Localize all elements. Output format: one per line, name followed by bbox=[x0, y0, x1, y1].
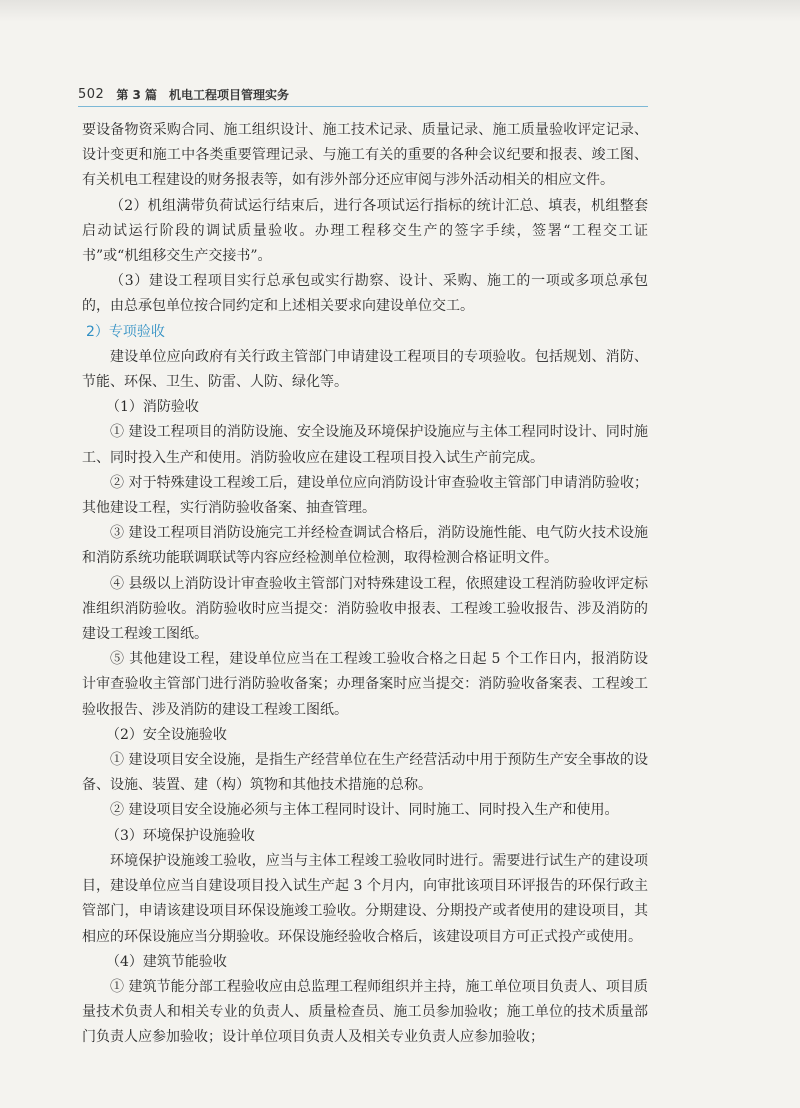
subsection-heading: （1）消防验收 bbox=[106, 399, 199, 416]
paragraph: 建设单位应向政府有关行政主管部门申请建设工程项目的专项验收。包括规划、消防、节能、环保、卫生、防雷、人防、绿化等。 bbox=[82, 348, 648, 391]
scan-edge bbox=[0, 0, 800, 22]
subsection-heading: （2）安全设施验收 bbox=[106, 726, 227, 743]
paragraph: ④ 县级以上消防设计审查验收主管部门对特殊建设工程，依照建设工程消防验收评定标准组织消防验收。消防验收时应当提交：消防验收申报表、工程竣工验收报告、涉及消防的建设工程竣工图纸。 bbox=[82, 575, 648, 643]
chapter-title: 机电工程项目管理实务 bbox=[169, 87, 290, 102]
paragraph: ① 建设项目安全设施，是指生产经营单位在生产经营活动中用于预防生产安全事故的设备、设施、装置、建（构）筑物和其他技术措施的总称。 bbox=[82, 752, 648, 794]
subsection-heading: （3）环境保护设施验收 bbox=[106, 827, 255, 844]
paragraph: ② 对于特殊建设工程竣工后，建设单位应向消防设计审查验收主管部门申请消防验收；其他建设工程，实行消防验收备案、抽查管理。 bbox=[82, 474, 648, 517]
paragraph: ① 建筑节能分部工程验收应由总监理工程师组织并主持，施工单位项目负责人、项目质量技术负责人和相关专业的负责人、质量检查员、施工员参加验收；施工单位的技术质量部门负责人应参加验收；设计单位项目负责人及相关专业负责人应参加验收； bbox=[82, 978, 648, 1046]
header-rule bbox=[78, 106, 648, 107]
paragraph: ① 建设工程项目的消防设施、安全设施及环境保护设施应与主体工程同时设计、同时施工、同时投入生产和使用。消防验收应在建设工程项目投入试生产前完成。 bbox=[82, 424, 648, 466]
paragraph: 环境保护设施竣工验收，应当与主体工程竣工验收同时进行。需要进行试生产的建设项目，建设单位应当自建设项目投入试生产起 3 个月内，向审批该项目环评报告的环保行政主管部门，申请该建设项目环保设施竣工验收。分期建设、分期投产或者使用的建设项目，其相应的环保设施应当分期验收。环保设施经验收合格后，该建设项目方可正式投产或使用。 bbox=[82, 852, 648, 945]
running-header bbox=[78, 82, 678, 106]
paragraph: （2）机组满带负荷试运行结束后，进行各项试运行指标的统计汇总、填表，机组整套启动试运行阶段的调试质量验收。办理工程移交生产的签字手续，签署“工程交工证书”或“机组移交生产交接书”。 bbox=[82, 197, 648, 265]
page-body bbox=[82, 118, 648, 1051]
paragraph: ② 建设项目安全设施必须与主体工程同时设计、同时施工、同时投入生产和使用。 bbox=[110, 802, 619, 819]
part-label: 第 3 篇 bbox=[116, 87, 158, 102]
section-heading: 2）专项验收 bbox=[86, 323, 165, 340]
paragraph: （3）建设工程项目实行总承包或实行勘察、设计、采购、施工的一项或多项总承包的，由总承包单位按合同约定和上述相关要求向建设单位交工。 bbox=[82, 273, 648, 315]
paragraph: ⑤ 其他建设工程，建设单位应当在工程竣工验收合格之日起 5 个工作日内，报消防设计审查验收主管部门进行消防验收备案；办理备案时应当提交：消防验收备案表、工程竣工验收报告、涉及消防的建设工程竣工图纸。 bbox=[82, 651, 648, 718]
page-number: 502 bbox=[78, 86, 105, 102]
paragraph: 要设备物资采购合同、施工组织设计、施工技术记录、质量记录、施工质量验收评定记录、设计变更和施工中各类重要管理记录、与施工有关的重要的各种会议纪要和报表、竣工图、有关机电工程建设的财务报表等，如有涉外部分还应审阅与涉外活动相关的相应文件。 bbox=[82, 122, 648, 189]
paragraph: ③ 建设工程项目消防设施完工并经检查调试合格后，消防设施性能、电气防火技术设施和消防系统功能联调联试等内容应经检测单位检测，取得检测合格证明文件。 bbox=[82, 525, 648, 567]
subsection-heading: （4）建筑节能验收 bbox=[106, 953, 227, 970]
